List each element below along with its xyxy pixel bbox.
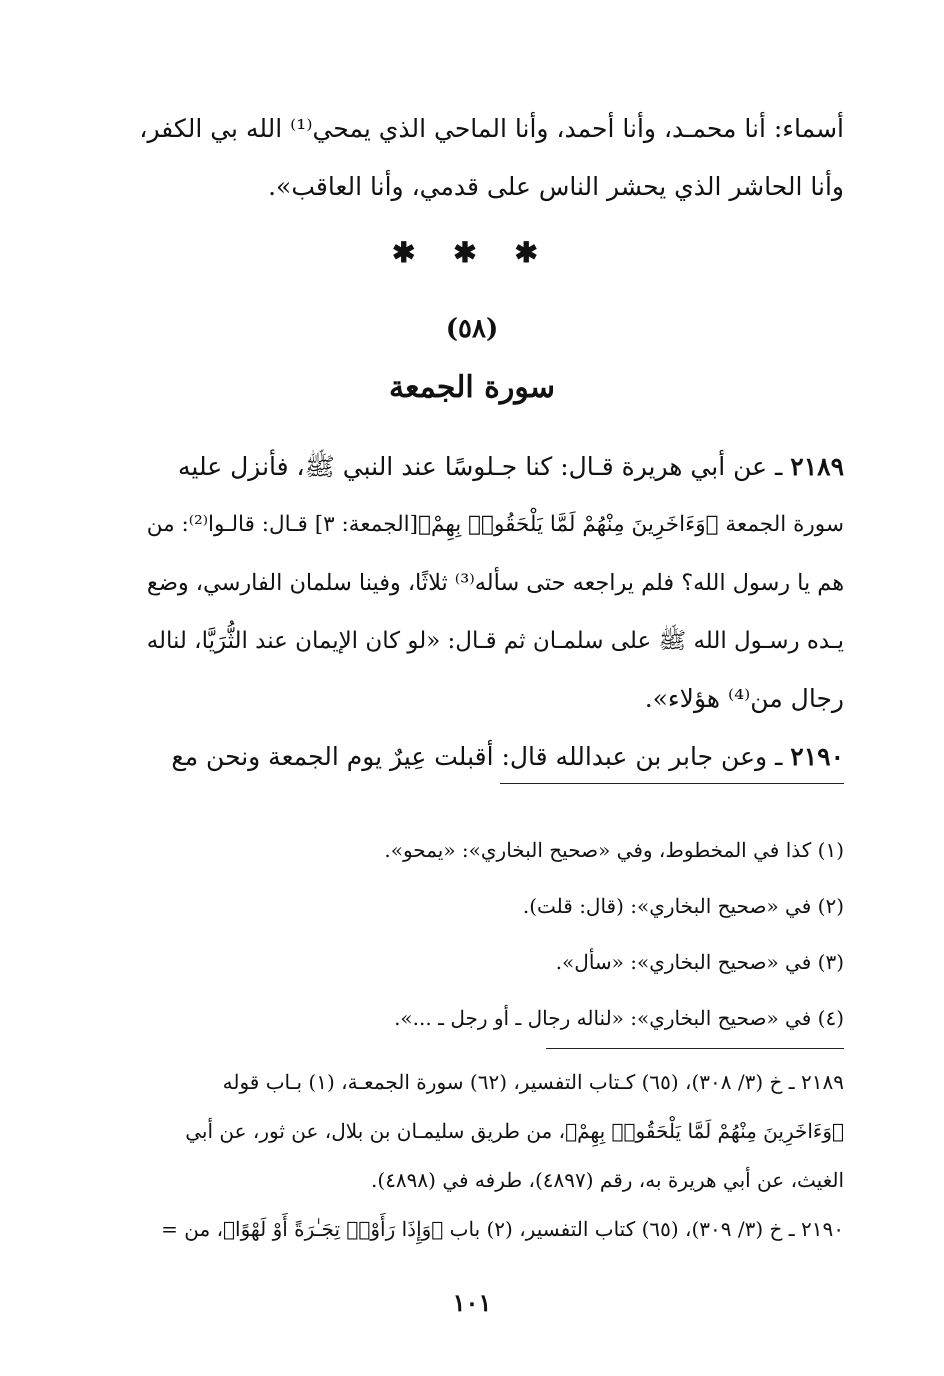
hadith-line: رجال من⁽⁴⁾ هؤلاء». <box>644 684 844 713</box>
reference-line: ﴿وَءَاخَرِينَ مِنْهُمْ لَمَّا يَلْحَقُوا۟ بِهِمْ﴾، من طريق سليمـان بن بلال، عن ثور، عن أبي <box>185 1119 844 1143</box>
continued-text <box>132 100 844 216</box>
chapter-number: (٥٨) <box>445 314 499 344</box>
footnote: (٢) في «صحيح البخاري»: (قال: قلت). <box>522 894 844 918</box>
source-references <box>132 1058 844 1254</box>
hadith-text: ـ وعن جابر بن عبدالله قال: أقبلت عِيرٌ يوم الجمعة ونحن مع <box>171 742 783 771</box>
hadith-line: هم يا رسول الله؟ فلم يراجعه حتى سأله⁽³⁾ ثلاثًا، وفينا سلمان الفارسي، وضع <box>146 570 844 596</box>
hadith-number: ٢١٨٩ <box>790 452 844 481</box>
reference-line: ٢١٨٩ ـ خ (٣/ ٣٠٨)، (٦٥) كـتاب التفسير، (٦٢) سورة الجمعـة، (١) بـاب قوله <box>222 1070 844 1094</box>
hadith-line: سورة الجمعة ﴿وَءَاخَرِينَ مِنْهُمْ لَمَّا يَلْحَقُوا۟ بِهِمْ﴾[الجمعة: ٣] قـال: قالـوا⁽²⁾: من <box>146 512 844 537</box>
page-number: ١٠١ <box>452 1288 492 1317</box>
footnote: (٤) في «صحيح البخاري»: «لناله رجال ـ أو رجل ـ ...». <box>394 1006 844 1030</box>
reference-line: الغيث، عن أبي هريرة به، رقم (٤٨٩٧)، طرفه في (٤٨٩٨). <box>371 1168 844 1192</box>
reference-line: ٢١٩٠ ـ خ (٣/ ٣٠٩)، (٦٥) كتاب التفسير، (٢) باب ﴿وَإِذَا رَأَوْا۟ تِجَـٰرَةً أَوْ لَهْوًا﴾، من = <box>161 1217 844 1241</box>
hadith-2190 <box>132 728 844 786</box>
chapter-title: سورة الجمعة <box>388 370 556 405</box>
footnotes <box>132 822 844 1046</box>
footnote-divider <box>500 783 844 784</box>
text-line: وأنا الحاشر الذي يحشر الناس على قدمي، وأنا العاقب». <box>268 172 844 201</box>
footnote: (١) كذا في المخطوط، وفي «صحيح البخاري»: «يمحو». <box>384 838 844 862</box>
footnote: (٣) في «صحيح البخاري»: «سأل». <box>555 950 844 974</box>
hadith-2189 <box>132 438 844 728</box>
hadith-line: يـده رسـول الله ﷺ على سلمـان ثم قـال: «لو كان الإيمان عند الثُّرَيَّا، لناله <box>146 628 844 654</box>
references-divider <box>546 1048 844 1049</box>
hadith-first-line <box>132 438 844 496</box>
hadith-first-line <box>132 728 844 786</box>
text-line: أسماء: أنا محمـد، وأنا أحمد، وأنا الماحي الذي يمحي⁽¹⁾ الله بي الكفر، <box>139 114 844 143</box>
hadith-number: ٢١٩٠ <box>790 742 844 771</box>
section-separator: ✱ ✱ ✱ <box>392 236 552 269</box>
hadith-text: ـ عن أبي هريرة قـال: كنا جـلوسًا عند النبي ﷺ، فأنزل عليه <box>178 452 783 481</box>
